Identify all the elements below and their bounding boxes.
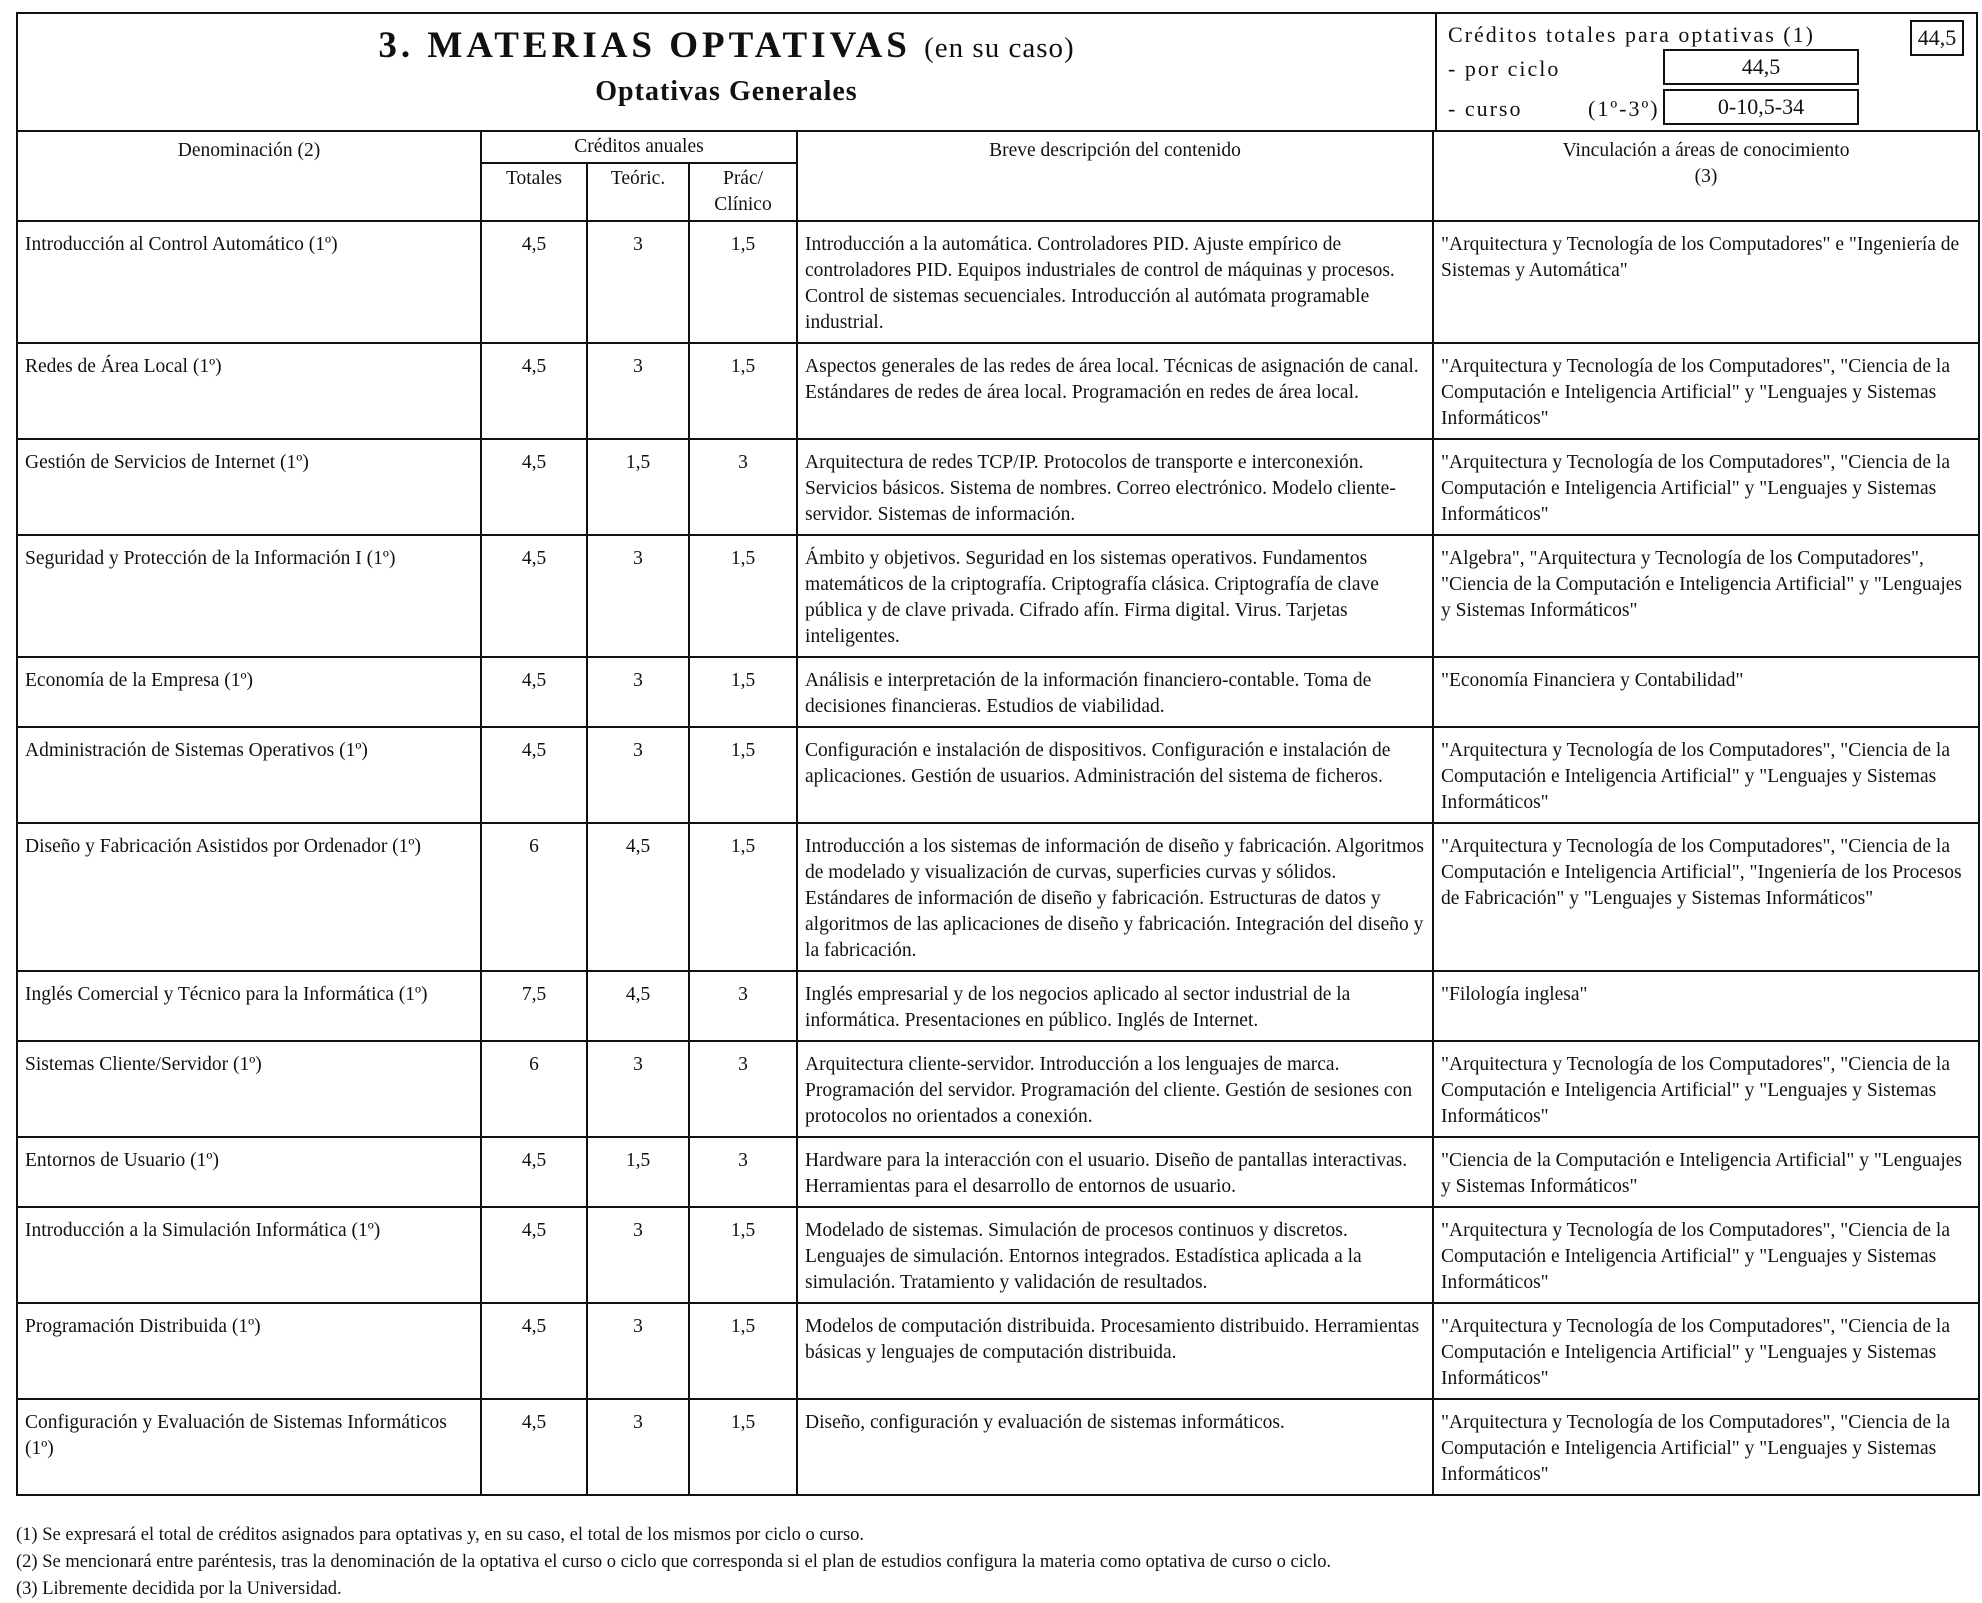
total-credits-label: Créditos totales para optativas (1) xyxy=(1448,22,1815,47)
table-row xyxy=(17,439,1979,535)
document-header xyxy=(16,12,1978,130)
course-range-label: (1º-3º) xyxy=(1588,96,1660,121)
credits-theory: 4,5 xyxy=(587,823,689,971)
table-row xyxy=(17,343,1979,439)
credits-theory: 3 xyxy=(587,343,689,439)
col-header-name: Denominación (2) xyxy=(17,131,481,221)
subject-description: Análisis e interpretación de la información financiero-contable. Toma de decisiones financieras. Estudios de viabilidad. xyxy=(797,657,1433,727)
credits-theory: 4,5 xyxy=(587,971,689,1041)
knowledge-areas: "Algebra", "Arquitectura y Tecnología de los Computadores", "Ciencia de la Computación e Inteligencia Artificial" y "Lenguajes y Sistemas Informáticos" xyxy=(1433,535,1979,657)
subject-description: Introducción a los sistemas de información de diseño y fabricación. Algoritmos de modelado y visualización de curvas, superficies curvas y sólidos. Estándares de información de diseño y fabricación. Estructuras de datos y algoritmos de las aplicaciones de diseño y fabricación. Integración del diseño y la fabricación. xyxy=(797,823,1433,971)
subject-description: Hardware para la interacción con el usuario. Diseño de pantallas interactivas. Herramientas para el desarrollo de entornos de usuario. xyxy=(797,1137,1433,1207)
col-header-credits: Créditos anuales xyxy=(481,131,797,163)
subject-description: Diseño, configuración y evaluación de sistemas informáticos. xyxy=(797,1399,1433,1495)
subject-description: Inglés empresarial y de los negocios aplicado al sector industrial de la informática. Presentaciones en público. Inglés de Internet. xyxy=(797,971,1433,1041)
subject-description: Modelos de computación distribuida. Procesamiento distribuido. Herramientas básicas y lenguajes de computación distribuida. xyxy=(797,1303,1433,1399)
table-row xyxy=(17,1207,1979,1303)
knowledge-areas: "Arquitectura y Tecnología de los Computadores", "Ciencia de la Computación e Inteligencia Artificial" y "Lenguajes y Sistemas Informáticos" xyxy=(1433,1041,1979,1137)
subject-name: Diseño y Fabricación Asistidos por Ordenador (1º) xyxy=(17,823,481,971)
credits-total: 6 xyxy=(481,1041,587,1137)
table-row xyxy=(17,535,1979,657)
subject-description: Arquitectura de redes TCP/IP. Protocolos de transporte e interconexión. Servicios básicos. Sistema de nombres. Correo electrónico. Modelo cliente-servidor. Sistemas de información. xyxy=(797,439,1433,535)
document-page xyxy=(16,12,1978,1603)
credits-practice: 1,5 xyxy=(689,1303,797,1399)
col-header-areas-line1: Vinculación a áreas de conocimiento xyxy=(1562,140,1850,161)
footnote-3: (3) Libremente decidida por la Universidad. xyxy=(16,1579,342,1599)
credits-theory: 3 xyxy=(587,1041,689,1137)
subject-description: Introducción a la automática. Controladores PID. Ajuste empírico de controladores PID. Equipos industriales de control de máquinas y procesos. Control de sistemas secuenciales. Introducción al autómata programable industrial. xyxy=(797,221,1433,343)
table-header-row xyxy=(17,131,1979,163)
credits-total: 4,5 xyxy=(481,535,587,657)
credits-theory: 3 xyxy=(587,1303,689,1399)
cycle-credits-value: 44,5 xyxy=(1663,49,1859,85)
page-title xyxy=(18,24,1435,67)
knowledge-areas: "Arquitectura y Tecnología de los Computadores", "Ciencia de la Computación e Inteligencia Artificial", "Ingeniería de los Procesos de Fabricación" y "Lenguajes y Sistemas Informáticos" xyxy=(1433,823,1979,971)
subject-name: Configuración y Evaluación de Sistemas Informáticos (1º) xyxy=(17,1399,481,1495)
optional-subjects-table xyxy=(16,130,1980,1496)
subject-name: Programación Distribuida (1º) xyxy=(17,1303,481,1399)
table-row xyxy=(17,727,1979,823)
credits-total: 4,5 xyxy=(481,1399,587,1495)
table-row xyxy=(17,1303,1979,1399)
credits-total: 4,5 xyxy=(481,1137,587,1207)
col-header-areas xyxy=(1433,131,1979,221)
credits-total: 6 xyxy=(481,823,587,971)
credits-total: 4,5 xyxy=(481,727,587,823)
subject-description: Ámbito y objetivos. Seguridad en los sistemas operativos. Fundamentos matemáticos de la criptografía. Criptografía clásica. Criptografía de clave pública y de clave privada. Cifrado afín. Firma digital. Virus. Tarjetas inteligentes. xyxy=(797,535,1433,657)
col-header-practice-line1: Prác/ xyxy=(722,168,764,189)
credits-total: 4,5 xyxy=(481,439,587,535)
knowledge-areas: "Arquitectura y Tecnología de los Computadores", "Ciencia de la Computación e Inteligencia Artificial" y "Lenguajes y Sistemas Informáticos" xyxy=(1433,1207,1979,1303)
col-header-total: Totales xyxy=(481,163,587,221)
subject-name: Economía de la Empresa (1º) xyxy=(17,657,481,727)
credits-total: 7,5 xyxy=(481,971,587,1041)
table-row xyxy=(17,221,1979,343)
credits-theory: 3 xyxy=(587,221,689,343)
col-header-description: Breve descripción del contenido xyxy=(797,131,1433,221)
credits-practice: 1,5 xyxy=(689,343,797,439)
col-header-theory: Teóric. xyxy=(587,163,689,221)
subject-name: Sistemas Cliente/Servidor (1º) xyxy=(17,1041,481,1137)
subject-name: Seguridad y Protección de la Información I (1º) xyxy=(17,535,481,657)
header-divider xyxy=(1435,14,1437,130)
table-row xyxy=(17,1041,1979,1137)
table-row xyxy=(17,971,1979,1041)
table-row xyxy=(17,1137,1979,1207)
credits-theory: 3 xyxy=(587,727,689,823)
credits-theory: 1,5 xyxy=(587,439,689,535)
page-subtitle: Optativas Generales xyxy=(595,76,858,107)
credits-practice: 3 xyxy=(689,1137,797,1207)
knowledge-areas: "Ciencia de la Computación e Inteligencia Artificial" y "Lenguajes y Sistemas Informáticos" xyxy=(1433,1137,1979,1207)
credits-theory: 3 xyxy=(587,535,689,657)
subject-name: Gestión de Servicios de Internet (1º) xyxy=(17,439,481,535)
subject-name: Inglés Comercial y Técnico para la Informática (1º) xyxy=(17,971,481,1041)
col-header-practice-line2: Clínico xyxy=(714,194,772,215)
footnotes xyxy=(16,1522,1978,1603)
footnote-2: (2) Se mencionará entre paréntesis, tras la denominación de la optativa el curso o ciclo que corresponda si el plan de estudios configura la materia como optativa de curso o ciclo. xyxy=(16,1552,1332,1572)
col-header-areas-line2: (3) xyxy=(1694,166,1718,187)
credits-theory: 1,5 xyxy=(587,1137,689,1207)
footnote-1: (1) Se expresará el total de créditos asignados para optativas y, en su caso, el total de los mismos por ciclo o curso. xyxy=(16,1525,865,1545)
knowledge-areas: "Arquitectura y Tecnología de los Computadores", "Ciencia de la Computación e Inteligencia Artificial" y "Lenguajes y Sistemas Informáticos" xyxy=(1433,1303,1979,1399)
knowledge-areas: "Arquitectura y Tecnología de los Computadores", "Ciencia de la Computación e Inteligencia Artificial" y "Lenguajes y Sistemas Informáticos" xyxy=(1433,439,1979,535)
credits-total: 4,5 xyxy=(481,657,587,727)
credits-total: 4,5 xyxy=(481,1207,587,1303)
table-row xyxy=(17,1399,1979,1495)
subject-description: Aspectos generales de las redes de área local. Técnicas de asignación de canal. Estándares de redes de área local. Programación en redes de área local. xyxy=(797,343,1433,439)
knowledge-areas: "Filología inglesa" xyxy=(1433,971,1979,1041)
credits-total: 4,5 xyxy=(481,343,587,439)
knowledge-areas: "Arquitectura y Tecnología de los Computadores" e "Ingeniería de Sistemas y Automática" xyxy=(1433,221,1979,343)
subject-description: Modelado de sistemas. Simulación de procesos continuos y discretos. Lenguajes de simulación. Entornos integrados. Estadística aplicada a la simulación. Tratamiento y validación de resultados. xyxy=(797,1207,1433,1303)
credits-practice: 3 xyxy=(689,1041,797,1137)
subject-name: Redes de Área Local (1º) xyxy=(17,343,481,439)
knowledge-areas: "Arquitectura y Tecnología de los Computadores", "Ciencia de la Computación e Inteligencia Artificial" y "Lenguajes y Sistemas Informáticos" xyxy=(1433,1399,1979,1495)
credits-theory: 3 xyxy=(587,657,689,727)
subject-name: Administración de Sistemas Operativos (1º) xyxy=(17,727,481,823)
credits-theory: 3 xyxy=(587,1207,689,1303)
table-row xyxy=(17,657,1979,727)
credits-practice: 1,5 xyxy=(689,1399,797,1495)
credits-total: 4,5 xyxy=(481,1303,587,1399)
knowledge-areas: "Arquitectura y Tecnología de los Computadores", "Ciencia de la Computación e Inteligencia Artificial" y "Lenguajes y Sistemas Informáticos" xyxy=(1433,727,1979,823)
credits-practice: 1,5 xyxy=(689,221,797,343)
credits-practice: 1,5 xyxy=(689,727,797,823)
title-text: 3. MATERIAS OPTATIVAS xyxy=(378,25,911,66)
subject-name: Entornos de Usuario (1º) xyxy=(17,1137,481,1207)
title-note: (en su caso) xyxy=(924,32,1075,64)
total-credits-value: 44,5 xyxy=(1910,20,1964,56)
credits-practice: 1,5 xyxy=(689,1207,797,1303)
cycle-credits-label: - por ciclo xyxy=(1448,56,1561,81)
subject-name: Introducción al Control Automático (1º) xyxy=(17,221,481,343)
credits-total: 4,5 xyxy=(481,221,587,343)
col-header-practice xyxy=(689,163,797,221)
knowledge-areas: "Economía Financiera y Contabilidad" xyxy=(1433,657,1979,727)
table-row xyxy=(17,823,1979,971)
course-credits-value: 0-10,5-34 xyxy=(1663,89,1859,125)
credits-theory: 3 xyxy=(587,1399,689,1495)
subject-description: Configuración e instalación de dispositivos. Configuración e instalación de aplicaciones. Gestión de usuarios. Administración del sistema de ficheros. xyxy=(797,727,1433,823)
credits-practice: 3 xyxy=(689,971,797,1041)
subject-description: Arquitectura cliente-servidor. Introducción a los lenguajes de marca. Programación del servidor. Programación del cliente. Gestión de sesiones con protocolos no orientados a conexión. xyxy=(797,1041,1433,1137)
credits-practice: 3 xyxy=(689,439,797,535)
credits-practice: 1,5 xyxy=(689,657,797,727)
course-credits-label: - curso xyxy=(1448,96,1523,121)
subject-name: Introducción a la Simulación Informática (1º) xyxy=(17,1207,481,1303)
credits-practice: 1,5 xyxy=(689,823,797,971)
knowledge-areas: "Arquitectura y Tecnología de los Computadores", "Ciencia de la Computación e Inteligencia Artificial" y "Lenguajes y Sistemas Informáticos" xyxy=(1433,343,1979,439)
credits-practice: 1,5 xyxy=(689,535,797,657)
